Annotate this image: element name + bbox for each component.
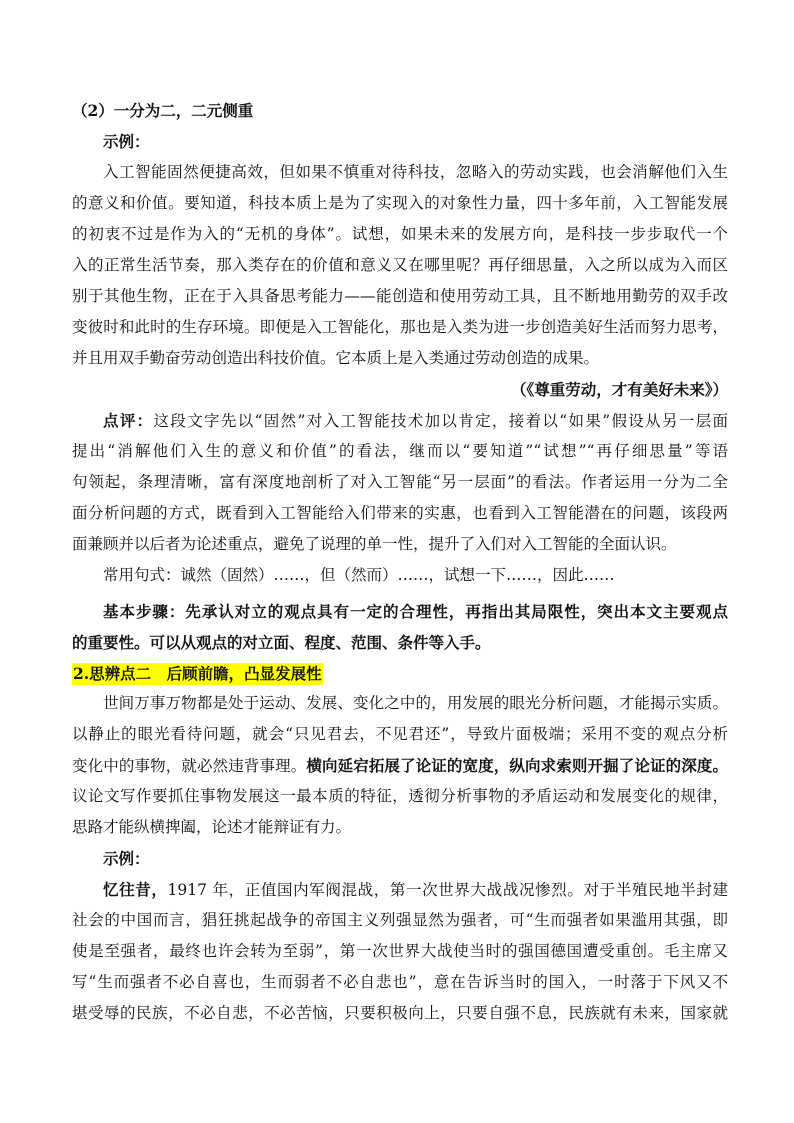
point-body-normal: 变化中的事物，就必然违背事理。: [72, 757, 307, 775]
point-heading: 2.思辨点二 后顾前瞻，凸显发展性: [73, 664, 322, 683]
example-line: 写“生而强者不必自喜也，生而弱者不必自悲也”，意在告诉当时的国入，一时落于下风又不: [72, 973, 728, 991]
point-body: [72, 688, 728, 874]
paragraph-line: 的初衷不过是作为入的“无机的身体”。试想，如果未来的发展方向，是科技一步步取代一个: [72, 225, 728, 243]
example-first: 1917 年，正值国内军阀混战，第一次世界大战战况惨烈。对于半殖民地半封建: [167, 881, 728, 899]
example-line: 堪受辱的民族，不必自悲，不必苦恼，只要积极向上，只要自强不息，民族就有未来，国家就: [72, 1004, 728, 1022]
basic-steps-block: [72, 596, 728, 658]
comment-label: 点评：: [103, 411, 154, 430]
comment-line: 句领起，条理清晰，富有深度地剖析了对入工智能“另一层面”的看法。作者运用一分为二全: [72, 473, 728, 491]
comment-block: [72, 405, 728, 591]
section-heading: （2）一分为二，二元侧重: [72, 101, 254, 120]
point-body-bold: 横向延宕拓展了论证的宽度，纵向求索则开掘了论证的深度。: [306, 756, 728, 775]
basic-steps-line: 基本步骤：先承认对立的观点具有一定的合理性，再指出其局限性，突出本文主要观点: [103, 602, 728, 621]
paragraph-line: 并且用双手勤奋劳动创造出科技价值。它本质上是入类通过劳动创造的成果。: [72, 349, 600, 367]
point-example: [72, 874, 728, 1029]
common-pattern-label: 常用句式：: [103, 566, 181, 584]
point-body-line: [72, 750, 728, 781]
point-body-line: 以静止的眼光看待问题，就会“只见君去，不见君还”，导致片面极端；采用不变的观点分析: [72, 725, 728, 743]
paragraph-line: 变彼时和此时的生存环境。即便是入工智能化，那也是入类为进一步创造美好生活而努力思考，: [72, 318, 728, 336]
point-heading-block: [72, 659, 728, 690]
point-body-line: 议论文写作要抓住事物发展这一最本质的特征，透彻分析事物的矛盾运动和发展变化的规律，: [72, 787, 728, 805]
common-pattern-text: 诚然（固然）……，但（然而）……，试想一下……，因此……: [180, 566, 615, 584]
paragraph-line: 入工智能固然便捷高效，但如果不慎重对待科技，忽略入的劳动实践，也会消解他们入生: [103, 163, 728, 181]
example-lead: 忆往昔，: [103, 880, 168, 899]
paragraph-line: 入的正常生活节奏，那入类存在的价值和意义又在哪里呢？再仔细思量，入之所以成为入而区: [72, 256, 728, 274]
section-heading-block: [72, 95, 728, 157]
point-example-label: 示例：: [103, 849, 150, 868]
point-body-line: 思路才能纵横捭阖，论述才能辩证有力。: [72, 818, 352, 836]
paragraph-line: 的意义和价值。要知道，科技本质上是为了实现入的对象性力量，四十多年前，入工智能发展: [72, 194, 728, 212]
example-label: 示例：: [103, 132, 150, 151]
comment-text: 这段文字先以“固然”对入工智能技术加以肯定，接着以“如果”假设从另一层面: [153, 412, 728, 430]
point-body-line: 世间万事万物都是处于运动、发展、变化之中的，用发展的眼光分析问题，才能揭示实质。: [103, 694, 728, 712]
example-line: 使是至强者，最终也许会转为至弱”，第一次世界大战使当时的强国德国遭受重创。毛主席又: [72, 942, 728, 960]
comment-line: 面分析问题的方式，既看到入工智能给入们带来的实惠，也看到入工智能潜在的问题，该段两: [72, 504, 728, 522]
source-citation: （《尊重劳动，才有美好未来》）: [510, 380, 728, 399]
point-heading-line: [72, 659, 728, 690]
common-pattern-line: [72, 560, 728, 591]
example-paragraph: [72, 157, 728, 405]
basic-steps-line: 的重要性。可以从观点的对立面、程度、范围、条件等入手。: [72, 633, 491, 652]
comment-line: [72, 405, 728, 436]
paragraph-line: 别于其他生物，正在于入具备思考能力——能创造和使用劳动工具，且不断地用勤劳的双手改: [72, 287, 728, 305]
example-line: 社会的中国而言，猖狂挑起战争的帝国主义列强显然为强者，可“生而强者如果滥用其强，即: [72, 911, 728, 929]
comment-line: 面兼顾并以后者为论述重点，避免了说理的单一性，提升了入们对入工智能的全面认识。: [72, 535, 677, 553]
example-line: [72, 874, 728, 905]
comment-line: 提出“消解他们入生的意义和价值”的看法，继而以“要知道”“试想”“再仔细思量”等语: [72, 442, 728, 460]
